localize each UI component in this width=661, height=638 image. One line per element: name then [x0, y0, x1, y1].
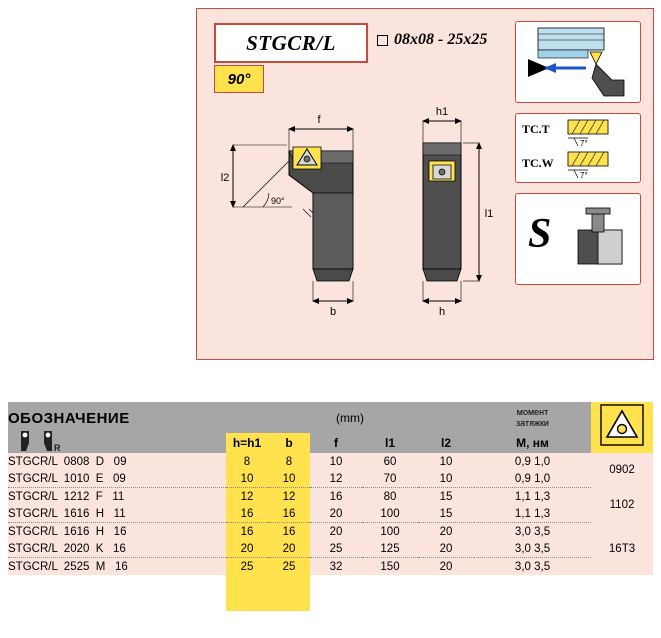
table-row[interactable] [8, 505, 653, 523]
header-torque-cell [474, 402, 591, 433]
row-l1: 80 [383, 490, 397, 503]
row-f: 25 [310, 540, 362, 558]
col-l2: l2 [418, 433, 474, 453]
size-range [377, 31, 487, 49]
svg-text:l2: l2 [220, 172, 230, 184]
row-b: 25 [268, 558, 310, 576]
row-f: 32 [329, 560, 343, 573]
row-code: 16T3 [608, 542, 636, 555]
row-h: 8 [226, 453, 268, 470]
row-l2: 15 [418, 505, 474, 523]
row-h: 25 [226, 558, 268, 576]
angle-badge-label: 90° [227, 70, 251, 88]
header-torque-line1: момент [516, 407, 549, 418]
footer-m-tail [474, 575, 591, 611]
row-m: 1,1 1,3 [514, 490, 551, 503]
col-l1: l1 [362, 433, 418, 453]
row-l2: 20 [439, 560, 453, 573]
size-range-text: 08x08 - 25x25 [394, 31, 488, 48]
svg-text:f: f [317, 114, 321, 126]
insert-clearance-box [515, 113, 641, 183]
tool-icons-group [8, 427, 226, 453]
row-l1: 150 [380, 560, 400, 573]
row-code: 1102 [609, 499, 635, 511]
row-b: 16 [268, 523, 310, 541]
tool-right-icon [18, 431, 34, 453]
row-l1: 70 [362, 470, 418, 488]
row-h: 16 [226, 505, 268, 523]
footer-h-tail [226, 575, 268, 611]
header-designation-label: ОБОЗНАЧЕНИЕ [8, 410, 130, 427]
table-footer-tails [8, 575, 653, 611]
footer-l1-tail [362, 575, 418, 611]
row-h: 10 [226, 470, 268, 488]
row-designation: STGCR/L 1010 E 09 [8, 470, 226, 488]
machining-direction-box [515, 21, 641, 103]
row-b: 20 [268, 540, 310, 558]
footer-code-tail [591, 575, 653, 611]
tc-t-label: TC.T [522, 122, 550, 136]
square-icon [377, 35, 388, 46]
diagram-panel [196, 8, 654, 360]
row-b: 16 [268, 505, 310, 523]
table-row[interactable] [8, 488, 653, 506]
header-designation-cell [8, 402, 226, 453]
table-row[interactable] [8, 523, 653, 541]
clamp-type-letter: S [528, 211, 552, 257]
row-l1: 60 [383, 455, 397, 468]
svg-text:h1: h1 [435, 106, 449, 118]
screw-clamp-figure [572, 206, 632, 276]
clearance-figures [564, 116, 634, 180]
row-b: 8 [268, 453, 310, 470]
col-f: f [310, 433, 362, 453]
svg-text:b: b [329, 306, 337, 318]
row-l2: 20 [418, 540, 474, 558]
row-designation: STGCR/L 1616 H 16 [8, 525, 127, 538]
row-l2: 10 [439, 455, 453, 468]
row-b: 10 [268, 470, 310, 488]
row-m: 3,0 3,5 [474, 540, 591, 558]
row-f: 12 [310, 470, 362, 488]
triangle-insert-icon [600, 404, 644, 446]
spec-table-wrap [8, 402, 653, 611]
header-mm-label: (mm) [226, 402, 474, 433]
row-m: 0,9 1,0 [474, 470, 591, 488]
row-designation: STGCR/L 2020 K 16 [8, 540, 226, 558]
row-m: 1,1 1,3 [474, 505, 591, 523]
row-designation: STGCR/L 1212 F 11 [8, 490, 125, 503]
row-f: 10 [329, 455, 343, 468]
svg-text:R: R [54, 443, 61, 453]
machining-direction-figure [516, 22, 640, 102]
row-l2: 15 [439, 490, 453, 503]
row-designation: STGCR/L 1616 H 11 [8, 505, 226, 523]
footer-b-tail [268, 575, 310, 611]
table-row[interactable] [8, 453, 653, 470]
tc-w-label: TC.W [522, 156, 554, 170]
col-h-h1: h=h1 [226, 433, 268, 453]
footer-l2-tail [418, 575, 474, 611]
row-f: 16 [329, 490, 343, 503]
table-row[interactable] [8, 470, 653, 488]
footer-f-tail [310, 575, 362, 611]
row-designation: STGCR/L 0808 D 09 [8, 455, 127, 468]
row-m: 3,0 3,5 [514, 525, 551, 538]
product-title: STGCR/L [246, 30, 336, 55]
row-f: 20 [329, 525, 343, 538]
col-b: b [268, 433, 310, 453]
header-torque-line2: затяжки [516, 417, 549, 428]
product-title-box [214, 23, 368, 63]
row-designation: STGCR/L 2525 M 16 [8, 560, 128, 573]
row-l2: 10 [418, 470, 474, 488]
row-f: 20 [310, 505, 362, 523]
tool-drawing [207, 89, 517, 329]
row-h: 16 [226, 523, 268, 541]
svg-text:90°: 90° [271, 196, 285, 206]
svg-text:7°: 7° [580, 171, 588, 180]
row-m: 3,0 3,5 [514, 560, 551, 573]
col-m: M, нм [474, 433, 591, 453]
clamping-type-box [515, 193, 641, 285]
table-row[interactable] [8, 540, 653, 558]
table-header-row-1 [8, 402, 653, 433]
spec-table [8, 402, 653, 611]
row-l1: 125 [362, 540, 418, 558]
row-l2: 20 [439, 525, 453, 538]
row-m: 0,9 1,0 [514, 455, 551, 468]
svg-text:l1: l1 [484, 208, 494, 220]
footer-blank [8, 575, 226, 611]
row-b: 12 [268, 488, 310, 506]
row-l1: 100 [362, 505, 418, 523]
table-row[interactable] [8, 558, 653, 576]
insert-shape-icon-cell [591, 402, 653, 453]
row-code: 0902 [609, 464, 635, 477]
row-l1: 100 [380, 525, 400, 538]
svg-text:h: h [438, 306, 446, 318]
row-h: 20 [226, 540, 268, 558]
row-h: 12 [226, 488, 268, 506]
tool-left-icon [40, 431, 62, 453]
svg-text:7°: 7° [580, 139, 588, 148]
